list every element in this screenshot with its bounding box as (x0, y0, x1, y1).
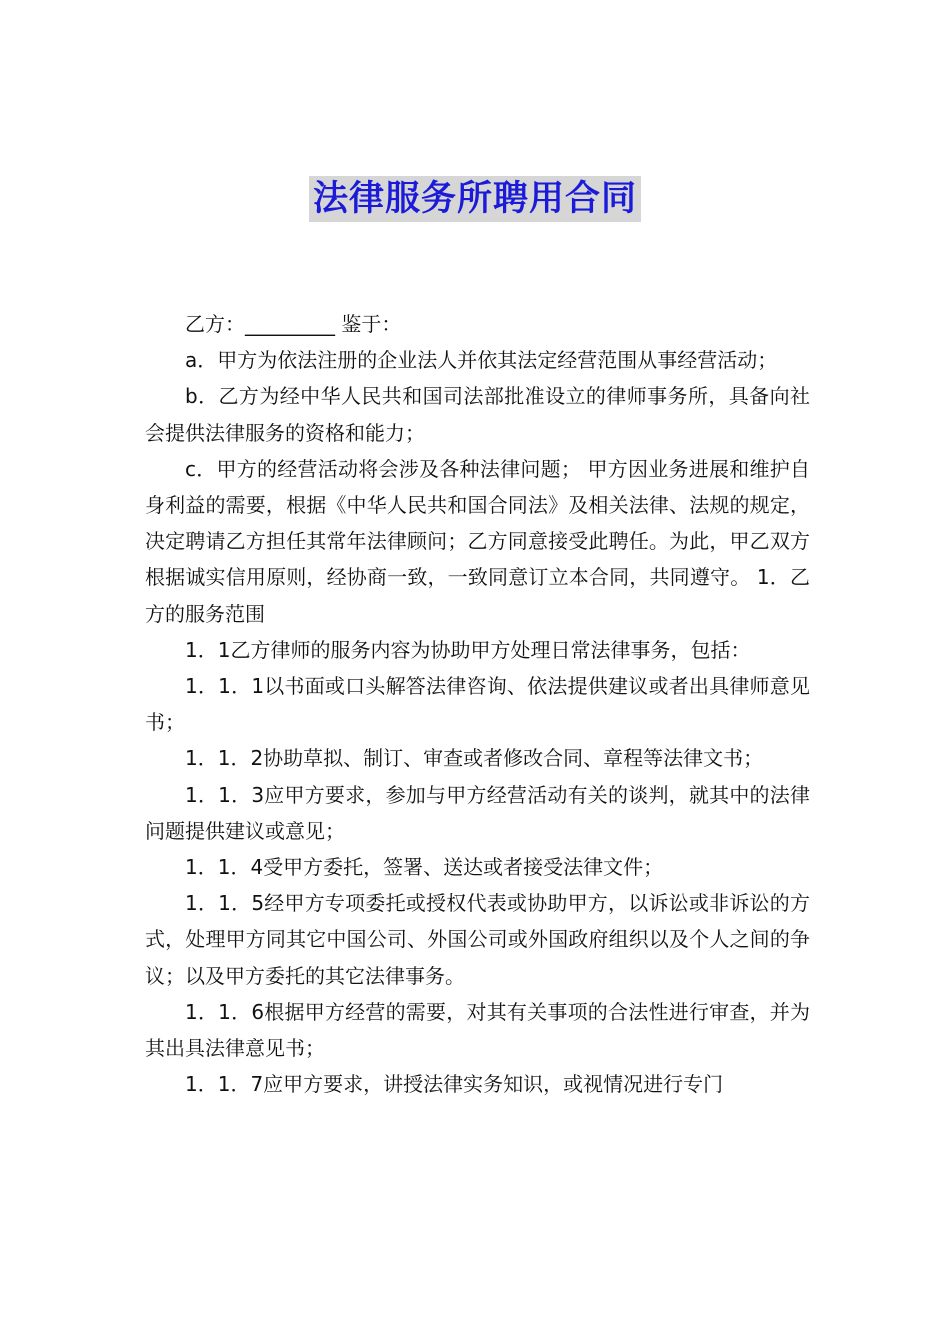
paragraph-clause-a: a．甲方为依法注册的企业法人并依其法定经营范围从事经营活动； (185, 348, 778, 373)
paragraph-1-1-6: 1．1．6根据甲方经营的需要，对其有关事项的合法性进行审查，并为其出具法律意见书； (145, 999, 810, 1061)
paragraph-1-1-5: 1．1．5经甲方专项委托或授权代表或协助甲方，以诉讼或非诉讼的方式，处理甲方同其它中国公司、外国公司或外国政府组织以及个人之间的争议；以及甲方委托的其它法律事务。 (145, 891, 810, 988)
paragraph-1-1-7: 1．1．7应甲方要求，讲授法律实务知识，或视情况进行专门 (185, 1072, 724, 1097)
title-container (0, 176, 950, 222)
paragraph-clause-b: b．乙方为经中华人民共和国司法部批准设立的律师事务所，具备向社会提供法律服务的资格和能力； (145, 384, 810, 445)
document-title: 法律服务所聘用合同 (309, 176, 641, 222)
paragraph-1-1-4: 1．1．4受甲方委托，签署、送达或者接受法律文件； (185, 855, 664, 880)
paragraph-1-1: 1．1乙方律师的服务内容为协助甲方处理日常法律事务，包括： (185, 637, 751, 662)
paragraph-1-1-3: 1．1．3应甲方要求，参加与甲方经营活动有关的谈判，就其中的法律问题提供建议或意见； (145, 782, 810, 843)
paragraph-clause-c: c．甲方的经营活动将会涉及各种法律问题； 甲方因业务进展和维护自身利益的需要，根据《中华人民共和国合同法》及相关法律、法规的规定，决定聘请乙方担任其常年法律顾问；乙方同意接受此聘任。为此，甲乙双方根据诚实信用原则，经协商一致，一致同意订立本合同，共同遵守。 1．乙方的服务范围 (145, 456, 810, 626)
paragraph-party-b: 乙方：_________ 鉴于： (185, 312, 402, 336)
paragraph-1-1-1: 1．1．1以书面或口头解答法律咨询、依法提供建议或者出具律师意见书； (145, 674, 810, 735)
document-body (145, 306, 810, 1102)
paragraph-1-1-2: 1．1．2协助草拟、制订、审查或者修改合同、章程等法律文书； (185, 746, 764, 771)
